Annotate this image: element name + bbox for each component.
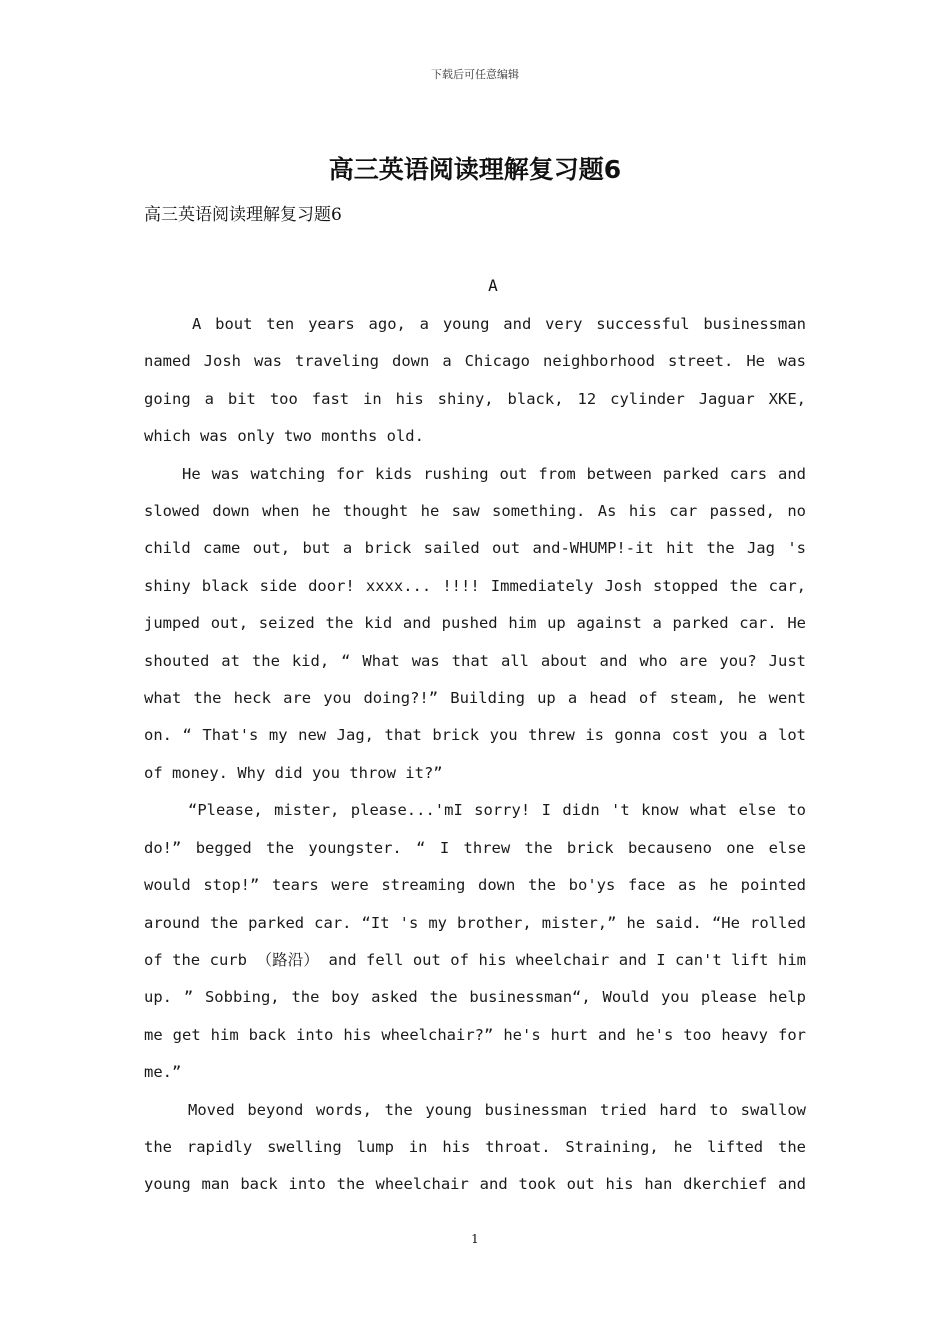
page-number: 1 <box>471 1232 479 1246</box>
paragraph-3: “Please, mister, please...'mI sorry! I didn 't know what else to do!” begged the youngster. “ I threw the brick becauseno one else would stop!” tears were streaming down the bo'ys face as he pointed around the parked car. “It 's my brother, mister,” he said. “He rolled of the curb （路沿） and fell out of his wheelchair and I can't lift him up. ” Sobbing, the boy asked the businessman“, Would you please help me get him back into his wheelchair?” he's hurt and he's too heavy for me.” <box>144 801 806 1082</box>
paragraph-1: A bout ten years ago, a young and very successful businessman named Josh was traveling down a Chicago neighborhood street. He was going a bit too fast in his shiny, black, 12 cylinder Jaguar XKE, which was only two months old. <box>144 315 806 446</box>
section-label: A <box>488 276 498 295</box>
paragraph-2: He was watching for kids rushing out from between parked cars and slowed down when he thought he saw something. As his car passed, no child came out, but a brick sailed out and-WHUMP!-it hit the Jag 's shiny black side door! xxxx... !!!! Immediately Josh stopped the car, jumped out, seized the kid and pushed him up against a parked car. He shouted at the kid, “ What was that all about and who are you? Just what the heck are you doing?!” Building up a head of steam, he went on. “ That's my new Jag, that brick you threw is gonna cost you a lot of money. Why did you throw it?” <box>144 464 806 782</box>
subtitle: 高三英语阅读理解复习题6 <box>144 205 342 225</box>
passage-body <box>144 306 806 1204</box>
header-note: 下载后可任意编辑 <box>431 68 519 81</box>
paragraph-4: Moved beyond words, the young businessman tried hard to swallow the rapidly swelling lump in his throat. Straining, he lifted the young man back into the wheelchair and took out his han dkerchief and <box>144 1100 806 1194</box>
page-title: 高三英语阅读理解复习题6 <box>328 155 622 184</box>
